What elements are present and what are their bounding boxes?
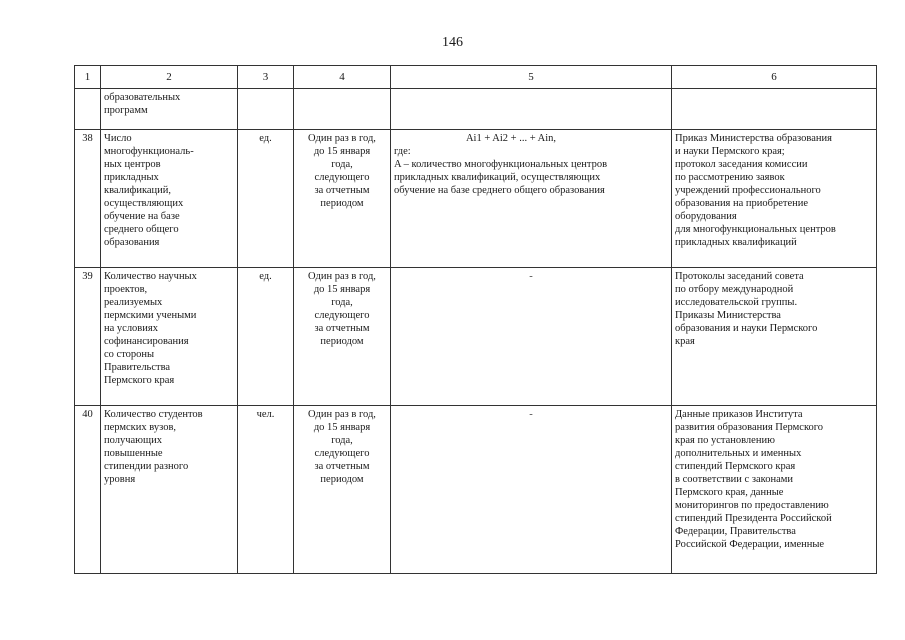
cell-period — [294, 89, 391, 130]
header-cell: 1 — [75, 66, 101, 89]
formula: Ai1 + Ai2 + ... + Ain, — [465, 133, 557, 144]
cell-source: Протоколы заседаний совета по отбору международной исследовательской группы. Приказы Министерства образования и науки Пермского края — [672, 268, 877, 406]
cell-method — [391, 130, 672, 268]
cell-num — [75, 89, 101, 130]
cell-period: Один раз в год, до 15 января года, следующего за отчетным периодом — [294, 406, 391, 574]
cell-unit: чел. — [238, 406, 294, 574]
table-row-continuation — [75, 89, 877, 130]
cell-method — [391, 89, 672, 130]
cell-source: Данные приказов Института развития образования Пермского края по установлению дополнительных и именных стипендий Пермского края в соответствии с законами Пермского края, данные мониторингов по предоставлению стипендий Президента Российской Федерации, Правительства Российской Федерации, именные — [672, 406, 877, 574]
page-number: 146 — [442, 35, 463, 50]
cell-num: 39 — [75, 268, 101, 406]
formula-explanation: где: A – количество многофункциональных центров прикладных квалификаций, осуществляющих обучение на базе среднего общего образования — [394, 146, 608, 196]
cell-num: 38 — [75, 130, 101, 268]
table-header-row — [75, 66, 877, 89]
cell-method: - — [391, 406, 672, 574]
cell-unit: ед. — [238, 268, 294, 406]
cell-period: Один раз в год, до 15 января года, следующего за отчетным периодом — [294, 130, 391, 268]
header-cell: 5 — [391, 66, 672, 89]
table-row — [75, 130, 877, 268]
cell-name: Число многофункциональ- ных центров прикладных квалификаций, осуществляющих обучение на базе среднего общего образования — [101, 130, 238, 268]
table-row — [75, 406, 877, 574]
header-cell: 2 — [101, 66, 238, 89]
cell-method: - — [391, 268, 672, 406]
header-cell: 3 — [238, 66, 294, 89]
table-row — [75, 268, 877, 406]
header-cell: 4 — [294, 66, 391, 89]
cell-name: Количество студентов пермских вузов, получающих повышенные стипендии разного уровня — [101, 406, 238, 574]
cell-unit: ед. — [238, 130, 294, 268]
indicators-table — [74, 65, 877, 574]
cell-num: 40 — [75, 406, 101, 574]
cell-name: Количество научных проектов, реализуемых пермскими учеными на условиях софинансирования со стороны Правительства Пермского края — [101, 268, 238, 406]
cell-period: Один раз в год, до 15 января года, следующего за отчетным периодом — [294, 268, 391, 406]
cell-source — [672, 89, 877, 130]
cell-unit — [238, 89, 294, 130]
header-cell: 6 — [672, 66, 877, 89]
cell-name: образовательных программ — [101, 89, 238, 130]
cell-source: Приказ Министерства образования и науки Пермского края; протокол заседания комиссии по рассмотрению заявок учреждений профессионального образования на приобретение оборудования для многофункциональных центров прикладных квалификаций — [672, 130, 877, 268]
